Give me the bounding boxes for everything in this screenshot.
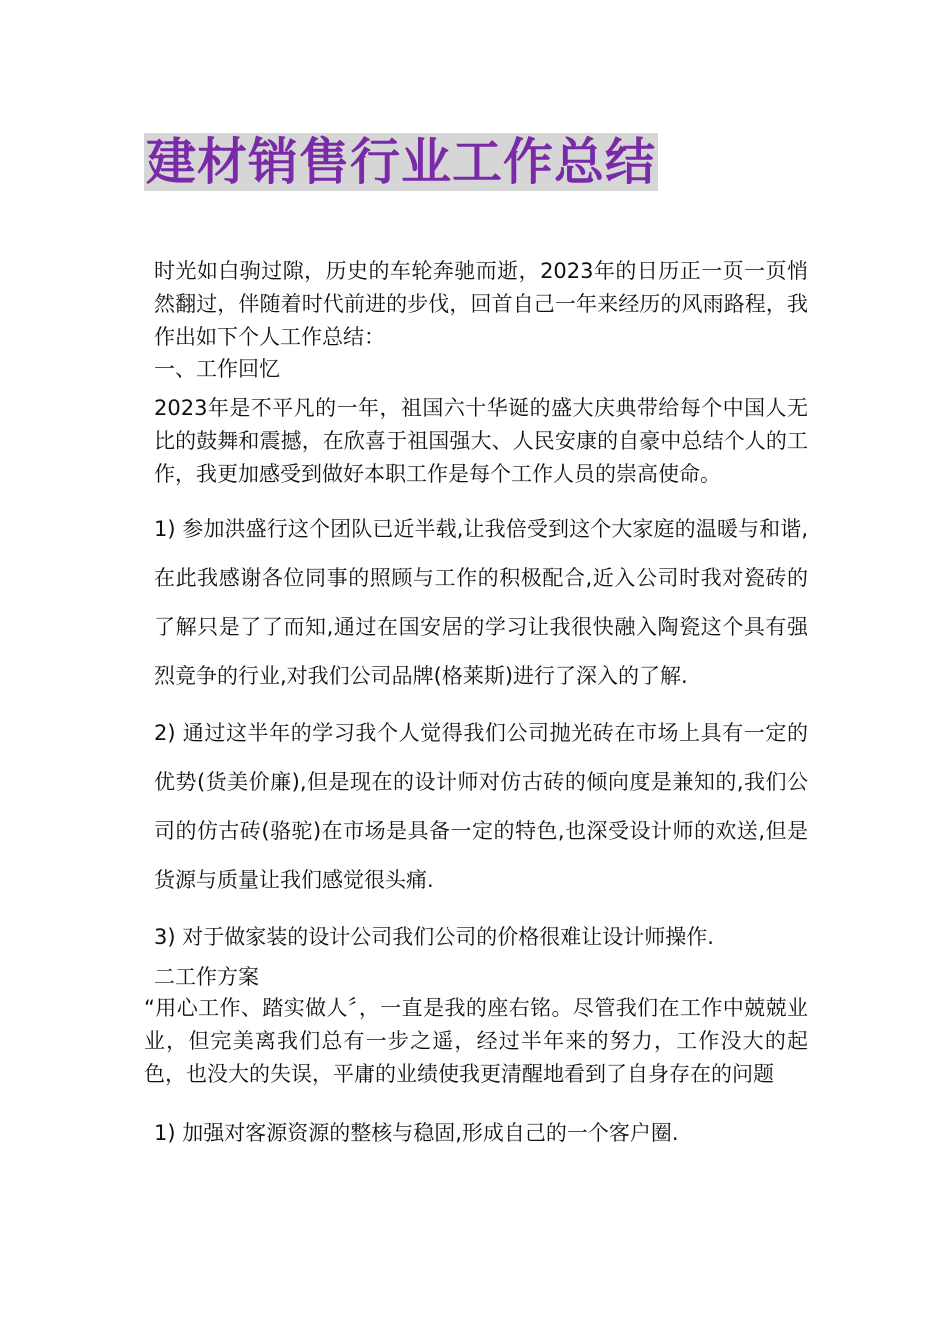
review-paragraph: 2023年是不平凡的一年，祖国六十华诞的盛大庆典带给每个中国人无比的鼓舞和震撼，在欣喜于祖国强大、人民安康的自豪中总结个人的工作，我更加感受到做好本职工作是每个工作人员的崇高使命。 <box>154 396 808 486</box>
review-item-1: 1) 参加洪盛行这个团队已近半载,让我倍受到这个大家庭的温暖与和谐,在此我感谢各位同事的照顾与工作的积极配合,近入公司时我对瓷砖的了解只是了了而知,通过在国安居的学习让我很快融入陶瓷这个具有强烈竟争的行业,对我们公司品牌(格莱斯)进行了深入的了解. <box>154 517 808 688</box>
plan-paragraph: “用心工作、踏实做人〞，一直是我的座右铭。尽管我们在工作中兢兢业业，但完美离我们总有一步之遥，经过半年来的努力，工作没大的起色，也没大的失误，平庸的业绩使我更清醒地看到了自身存在的问题 <box>144 996 808 1086</box>
section-heading-review: 一、工作回忆 <box>154 357 280 381</box>
document-body <box>144 255 808 1158</box>
review-item-3: 3) 对于做家装的设计公司我们公司的价格很难让设计师操作. <box>154 925 714 949</box>
document-title: 建材销售行业工作总结 <box>146 133 656 191</box>
plan-item-1: 1) 加强对客源资源的整核与稳固,形成自己的一个客户圈. <box>154 1121 679 1145</box>
intro-paragraph: 时光如白驹过隙，历史的车轮奔驰而逝，2023年的日历正一页一页悄然翻过，伴随着时代前进的步伐，回首自己一年来经历的风雨路程，我作出如下个人工作总结： <box>154 259 808 349</box>
section-heading-plan: 二工作方案 <box>154 965 259 989</box>
review-item-2: 2) 通过这半年的学习我个人觉得我们公司抛光砖在市场上具有一定的优势(货美价廉),但是现在的设计师对仿古砖的倾向度是兼知的,我们公司的仿古砖(骆驼)在市场是具备一定的特色,也深受设计师的欢送,但是货源与质量让我们感觉很头痛. <box>154 721 808 892</box>
